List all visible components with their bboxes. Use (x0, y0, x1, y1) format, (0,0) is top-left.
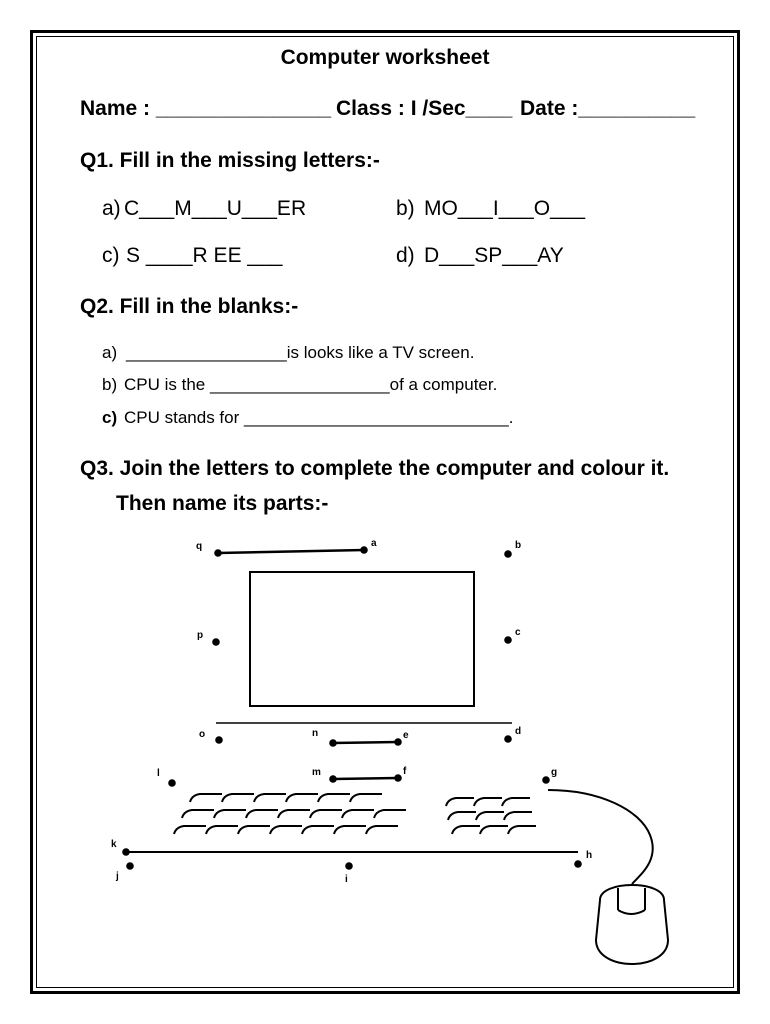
q1-item-a-label: a) (102, 197, 121, 220)
q2-item-a-text: _________________is looks like a TV screen. (126, 343, 475, 362)
dot-label-p: p (197, 630, 204, 641)
q1-item-d-text: D___SP___AY (424, 244, 564, 267)
q1-item-c-text: S ____R EE ___ (126, 244, 283, 267)
q2-item-b-text: CPU is the ___________________of a computer. (124, 375, 498, 394)
q1-item-a-text: C___M___U___ER (124, 197, 307, 220)
dot-label-j: j (116, 871, 119, 882)
q1-item-d-label: d) (396, 244, 415, 267)
dot-j (126, 862, 134, 870)
mouse-cable (548, 790, 653, 884)
dot-c (504, 636, 512, 644)
mouse-body (596, 885, 668, 964)
dot-m (329, 775, 337, 783)
name-field: Name : _______________ (80, 97, 332, 120)
dot-label-n: n (312, 728, 319, 739)
dot-l (168, 779, 176, 787)
dot-label-h: h (586, 850, 593, 861)
dot-label-d: d (515, 726, 522, 737)
dot-label-m: m (312, 767, 321, 778)
worksheet-title: Computer worksheet (280, 46, 490, 69)
q2-item-c-label: c) (102, 408, 118, 427)
dot-label-a: a (371, 538, 377, 549)
dot-o (215, 736, 223, 744)
dot-a (360, 546, 368, 554)
dot-label-e: e (403, 730, 409, 741)
line-n-e (333, 742, 398, 743)
q1-heading: Q1. Fill in the missing letters:- (80, 149, 380, 172)
dot-e (394, 738, 402, 746)
dot-n (329, 739, 337, 747)
date-field: Date :__________ (520, 97, 696, 120)
dot-i (345, 862, 353, 870)
class-field: Class : I /Sec____ (336, 97, 513, 120)
dot-h (574, 860, 582, 868)
dot-label-c: c (515, 627, 521, 638)
q1-item-c-label: c) (102, 244, 120, 267)
dot-label-b: b (515, 540, 522, 551)
q2-item-c-text: CPU stands for ____________________________. (124, 408, 514, 427)
q1-item-b-text: MO___I___O___ (424, 197, 586, 220)
dot-label-i: i (345, 874, 348, 885)
q3-subheading: Then name its parts:- (116, 492, 329, 515)
q1-item-b-label: b) (396, 197, 415, 220)
keyboard-keys (174, 794, 536, 834)
q3-heading: Q3. Join the letters to complete the computer and colour it. (80, 457, 670, 480)
dot-p (212, 638, 220, 646)
dot-label-l: l (157, 768, 160, 779)
monitor-screen (250, 572, 474, 706)
dot-k (122, 848, 130, 856)
q2-item-a-label: a) (102, 343, 118, 362)
dots (122, 546, 582, 870)
dot-g (542, 776, 550, 784)
dot-q (214, 549, 222, 557)
dot-d (504, 735, 512, 743)
dot-label-g: g (551, 767, 558, 778)
line-q-a (218, 550, 364, 553)
dot-label-k: k (111, 839, 117, 850)
dot-label-q: q (196, 541, 203, 552)
line-m-f (333, 778, 398, 779)
q2-heading: Q2. Fill in the blanks:- (80, 295, 299, 318)
dot-label-o: o (199, 729, 206, 740)
mouse-buttons (618, 888, 645, 914)
dot-label-f: f (403, 766, 407, 777)
dot-b (504, 550, 512, 558)
q2-item-b-label: b) (102, 375, 118, 394)
dot-f (394, 774, 402, 782)
